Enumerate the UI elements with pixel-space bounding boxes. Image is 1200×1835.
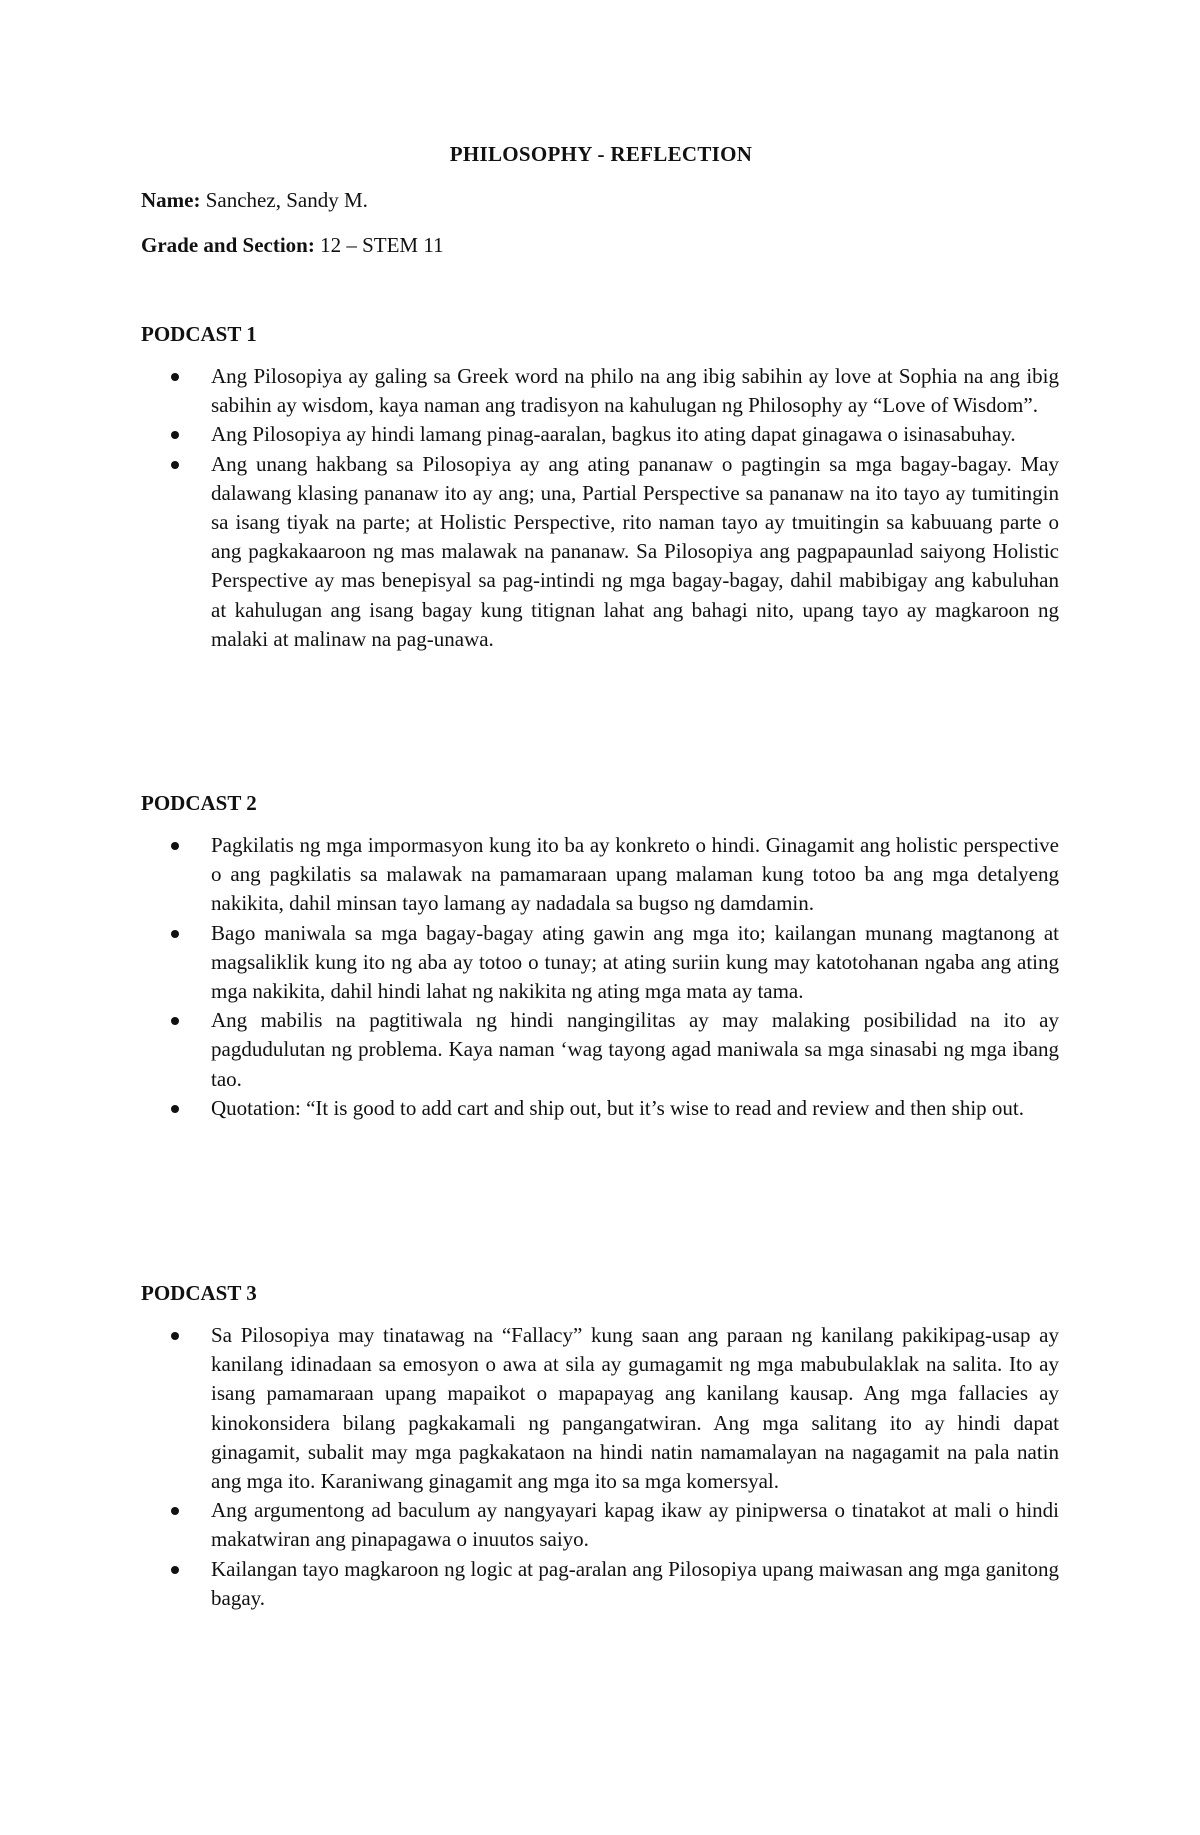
- bullet-icon: [171, 431, 179, 439]
- list-item: [141, 1555, 1061, 1613]
- list-item: [141, 1094, 1061, 1123]
- podcast-1-section: [141, 319, 1061, 654]
- list-item-text: Ang Pilosopiya ay hindi lamang pinag-aaralan, bagkus ito ating dapat ginagawa o isinasabuhay.: [211, 422, 1016, 447]
- grade-section-field: [141, 233, 444, 258]
- bullet-icon: [171, 1017, 179, 1025]
- list-item-text: Pagkilatis ng mga impormasyon kung ito ba ay konkreto o hindi. Ginagamit ang holistic perspective o ang pagkilatis sa malawak na pamamaraan upang malaman kung totoo ba ang mga detalyeng nakikita, dahil minsan tayo lamang ay nadadala sa bugso ng damdamin.: [211, 833, 1059, 916]
- section-heading: PODCAST 1: [141, 322, 257, 346]
- list-item-text: Ang Pilosopiya ay galing sa Greek word na philo na ang ibig sabihin ay love at Sophia na ang ibig sabihin ay wisdom, kaya naman ang tradisyon na kahulugan ng Philosophy ay “Love of Wisdom”.: [211, 364, 1059, 418]
- podcast-3-section: [141, 1278, 1061, 1613]
- bullet-icon: [171, 1105, 179, 1113]
- list-item: [141, 1006, 1061, 1094]
- podcast-2-section: [141, 788, 1061, 1123]
- name-label: Name:: [141, 188, 201, 212]
- bullet-icon: [171, 1507, 179, 1515]
- list-item-text: Ang unang hakbang sa Pilosopiya ay ang ating pananaw o pagtingin sa mga bagay-bagay. May dalawang klasing pananaw ito ay ang; una, Partial Perspective sa pananaw na ito tayo ay tumitingin sa isang tiyak na parte; at Holistic Perspective, rito naman tayo ay tmuitingin sa kabuuang parte o ang pagkakaaroon ng mas malawak na pananaw. Sa Pilosopiya ang pagpapaunlad saiyong Holistic Perspective ay mas benepisyal sa pag-intindi ng mga bagay-bagay, dahil mabibigay ang kabuluhan at kahulugan ang isang bagay kung titignan lahat ang bahagi nito, upang tayo ay magkaroon ng malaki at malinaw na pag-unawa.: [211, 451, 1059, 651]
- list-item: [141, 919, 1061, 1007]
- list-item-text: Quotation: “It is good to add cart and ship out, but it’s wise to read and review and then ship out.: [211, 1095, 1025, 1120]
- list-item-text: Kailangan tayo magkaroon ng logic at pag-aralan ang Pilosopiya upang maiwasan ang mga ganitong bagay.: [211, 1556, 1059, 1610]
- list-item-text: Ang mabilis na pagtitiwala ng hindi nangingilitas ay may malaking posibilidad na ito ay pagdudulutan ng problema. Kaya naman ‘wag tayong agad maniwala sa mga sinasabi ng mga ibang tao.: [211, 1008, 1059, 1091]
- bullet-icon: [171, 461, 179, 469]
- bullet-icon: [171, 1332, 179, 1340]
- list-item-text: Ang argumentong ad baculum ay nangyayari kapag ikaw ay pinipwersa o tinatakot at mali o hindi makatwiran ang pinapagawa o inuutos saiyo.: [211, 1498, 1059, 1552]
- bullet-icon: [171, 930, 179, 938]
- list-item: [141, 1321, 1061, 1496]
- grade-section-value: 12 – STEM 11: [314, 233, 444, 257]
- bullet-icon: [171, 842, 179, 850]
- name-value: Sanchez, Sandy M.: [200, 188, 368, 212]
- bullet-icon: [171, 373, 179, 381]
- list-item: [141, 362, 1061, 420]
- bullet-list: [141, 362, 1061, 654]
- list-item: [141, 420, 1061, 449]
- list-item: [141, 831, 1061, 919]
- list-item: [141, 450, 1061, 654]
- list-item-text: Sa Pilosopiya may tinatawag na “Fallacy” kung saan ang paraan ng kanilang pakikipag-usap ay kanilang idinadaan sa emosyon o awa at sila ay gumagamit ng mga mabubulaklak na salita. Ito ay isang pamamaraan upang mapaikot o mapapayag ang kanilang kausap. Ang mga fallacies ay kinokonsidera bilang pagkakamali ng pangangatwiran. Ang mga salitang ito ay hindi dapat ginagamit, subalit may mga pagkakataon na hindi natin namamalayan na nagagamit na pala natin ang mga ito. Karaniwang ginagamit ang mga ito sa mga komersyal.: [211, 1323, 1059, 1494]
- section-heading: PODCAST 2: [141, 791, 257, 815]
- bullet-list: [141, 831, 1061, 1123]
- bullet-list: [141, 1321, 1061, 1613]
- list-item-text: Bago maniwala sa mga bagay-bagay ating gawin ang mga ito; kailangan munang magtanong at magsaliklik kung ito ng aba ay totoo o tunay; at ating suriin kung may katotohanan ngaba ang ating mga nakikita, dahil hindi lahat ng nakikita ng ating mga mata ay tama.: [211, 920, 1059, 1004]
- section-heading: PODCAST 3: [141, 1281, 257, 1305]
- document-title: PHILOSOPHY - REFLECTION: [449, 142, 753, 166]
- name-field: [141, 188, 368, 213]
- bullet-icon: [171, 1566, 179, 1574]
- grade-section-label: Grade and Section:: [141, 233, 315, 257]
- list-item: [141, 1496, 1061, 1554]
